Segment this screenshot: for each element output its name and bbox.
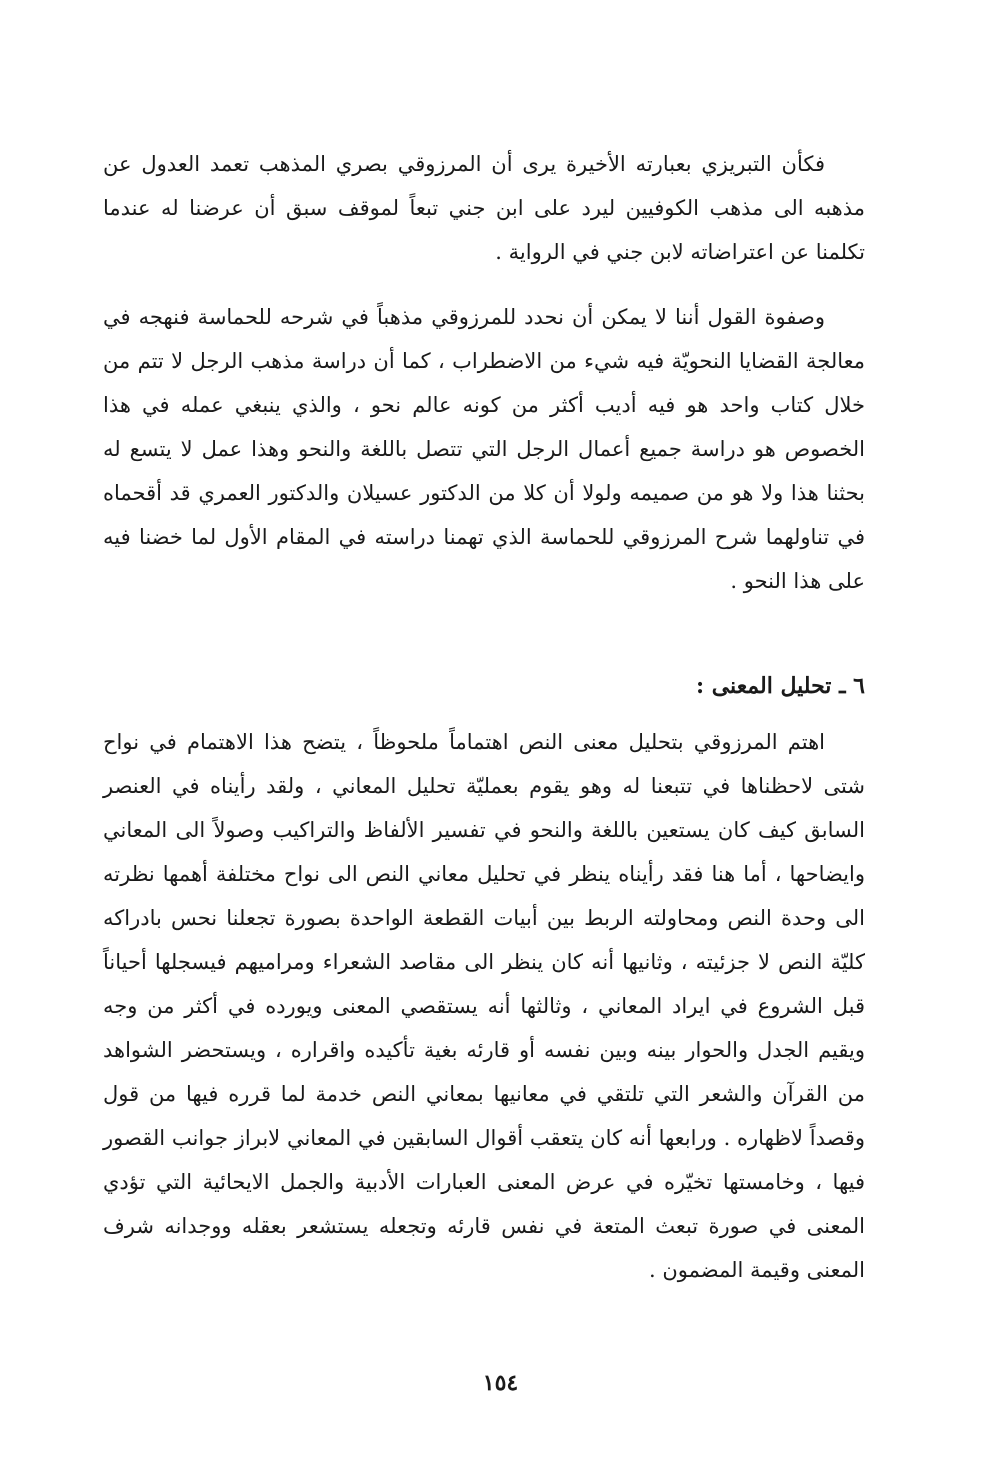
paragraph-summary: وصفوة القول أننا لا يمكن أن نحدد للمرزوقي مذهباً في شرحه للحماسة فنهجه في معالجة القضايا النحويّة فيه شيء من الاضطراب ، كما أن دراسة مذهب الرجل لا تتم من خلال كتاب واحد هو فيه أديب أكثر من كونه عالم نحو ، والذي ينبغي عمله في هذا الخصوص هو دراسة جميع أعمال الرجل التي تتصل باللغة والنحو وهذا عمل لا يتسع له بحثنا هذا ولا هو من صميمه ولولا أن كلا من الدكتور عسيلان والدكتور العمري قد أقحماه في تناولهما شرح المرزوقي للحماسة الذي تهمنا دراسته في المقام الأول لما خضنا فيه على هذا النحو . — [103, 305, 865, 593]
section-heading: ٦ ـ تحليل المعنى : — [695, 673, 865, 699]
paragraph-tabrizi-remark: فكأن التبريزي بعبارته الأخيرة يرى أن المرزوقي بصري المذهب تعمد العدول عن مذهبه الى مذهب الكوفيين ليرد على ابن جني تبعاً لموقف سبق أن عرضنا له عندما تكلمنا عن اعتراضاته لابن جني في الرواية . — [103, 152, 865, 264]
page-number: ١٥٤ — [482, 1370, 519, 1396]
paragraph-meaning-analysis: اهتم المرزوقي بتحليل معنى النص اهتماماً ملحوظاً ، يتضح هذا الاهتمام في نواح شتى لاحظناها في تتبعنا له وهو يقوم بعمليّة تحليل المعاني ، ولقد رأيناه في العنصر السابق كيف كان يستعين باللغة والنحو في تفسير الألفاظ والتراكيب وصولاً الى المعاني وايضاحها ، أما هنا فقد رأيناه ينظر في تحليل معاني النص الى نواح مختلفة أهمها نظرته الى وحدة النص ومحاولته الربط بين أبيات القطعة الواحدة بصورة تجعلنا نحس بادراكه كليّة النص لا جزئيته ، وثانيها أنه كان ينظر الى مقاصد الشعراء ومراميهم فيسجلها أحياناً قبل الشروع في ايراد المعاني ، وثالثها أنه يستقصي المعنى ويورده في أكثر من وجه ويقيم الجدل والحوار بينه وبين نفسه أو قارئه بغية تأكيده واقراره ، ويستحضر الشواهد من القرآن والشعر التي تلتقي في معانيها بمعاني النص خدمة لما قرره فيها من قول وقصداً لاظهاره . ورابعها أنه كان يتعقب أقوال السابقين في المعاني لابراز جوانب القصور فيها ، وخامستها تخيّره في عرض المعنى العبارات الأدبية والجمل الايحائية التي تؤدي المعنى في صورة تبعث المتعة في نفس قارئه وتجعله يستشعر بعقله ووجدانه شرف المعنى وقيمة المضمون . — [103, 730, 865, 1282]
